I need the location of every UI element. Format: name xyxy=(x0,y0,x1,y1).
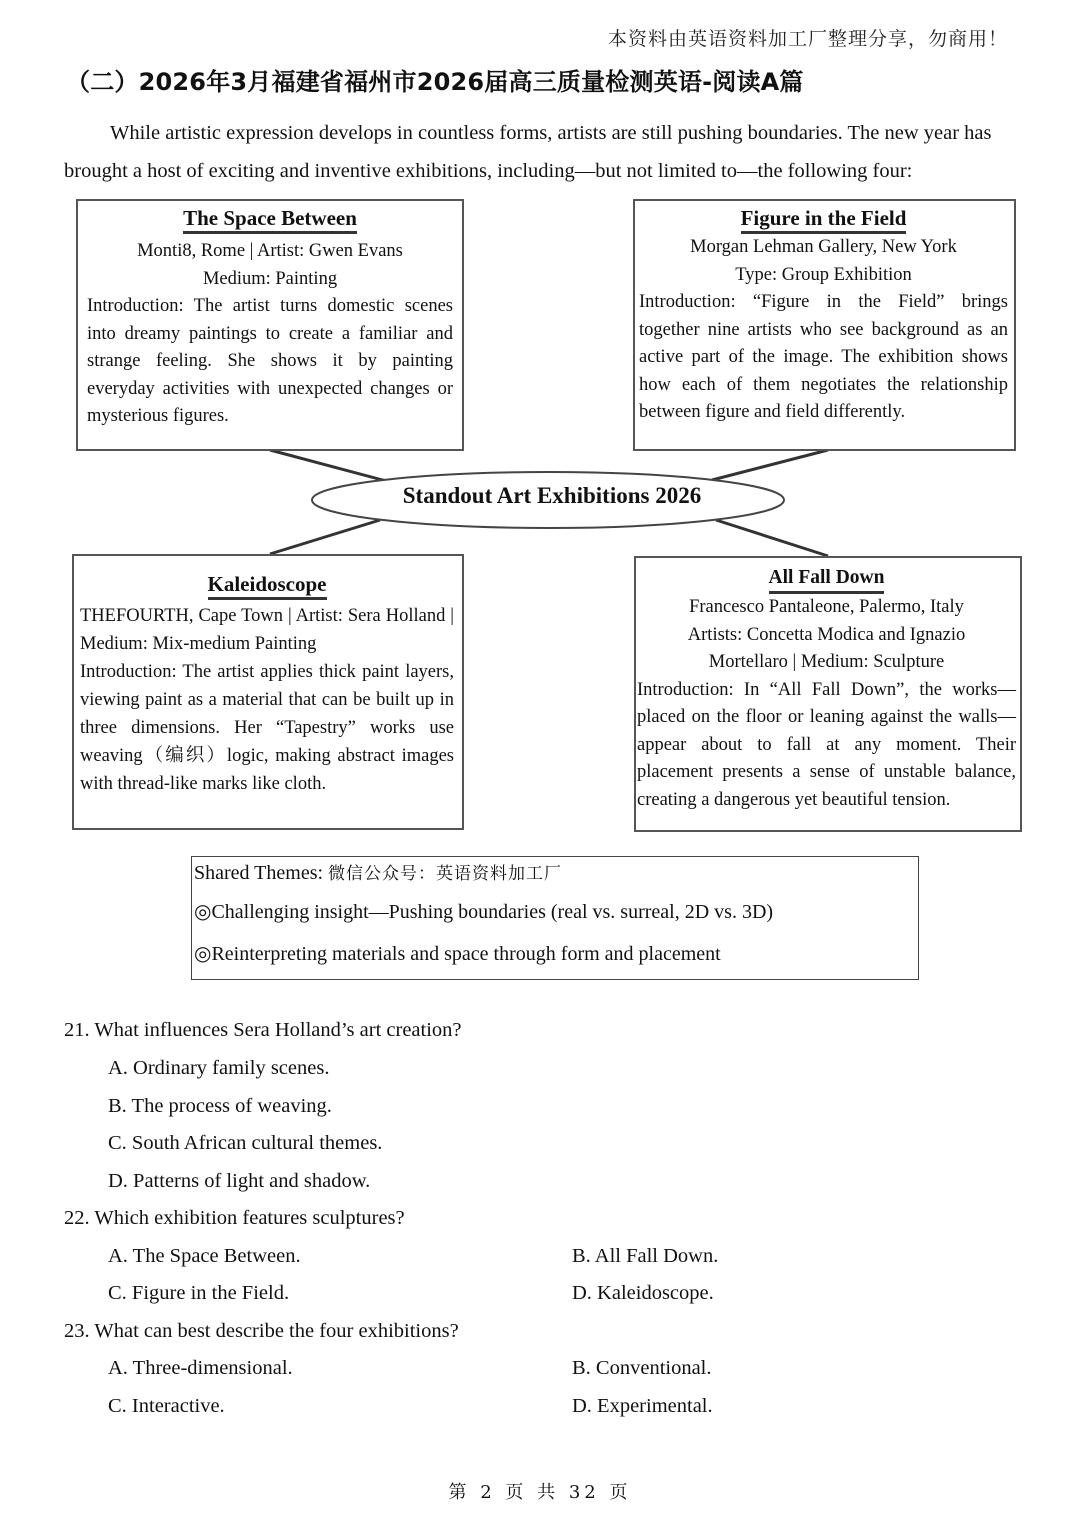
question-option: B. The process of weaving. xyxy=(108,1095,332,1117)
connector-bottom-right xyxy=(716,520,828,556)
question-option: D. Kaleidoscope. xyxy=(572,1282,714,1304)
exhibition-title: Kaleidoscope xyxy=(80,570,454,600)
exhibition-venue: Francesco Pantaleone, Palermo, Italy xyxy=(689,597,964,617)
exhibition-introduction: Introduction: In “All Fall Down”, the works—placed on the floor or leaning against the walls—appear about to fall at any moment. Their placement presents a sense of unstable balance, creating a dangerous yet beautiful tension. xyxy=(637,679,1016,810)
question-option: C. Interactive. xyxy=(108,1395,225,1417)
question-option: D. Experimental. xyxy=(572,1395,713,1417)
exhibition-introduction: Introduction: “Figure in the Field” brings together nine artists who see background as an active part of the image. The exhibition shows how each of them negotiates the relationship between figure and field differently. xyxy=(639,292,1008,422)
connector-top-left xyxy=(270,450,390,482)
shared-themes-box xyxy=(191,856,919,980)
theme-item: ◎Challenging insight—Pushing boundaries (real vs. surreal, 2D vs. 3D) xyxy=(194,901,774,923)
shared-themes-heading xyxy=(194,859,562,885)
exhibition-box-figure-field xyxy=(633,199,1016,451)
question-option: B. Conventional. xyxy=(572,1357,712,1379)
connector-top-right xyxy=(712,450,828,480)
exhibition-venue: THEFOURTH, Cape Town | Artist: Sera Holland | Medium: Mix-medium Painting xyxy=(80,606,454,654)
connector-bottom-left xyxy=(270,520,380,554)
question-option: A. The Space Between. xyxy=(108,1245,301,1267)
header-note: 本资料由英语资料加工厂整理分享，勿商用！ xyxy=(607,28,1008,50)
exhibition-venue: Monti8, Rome | Artist: Gwen Evans xyxy=(137,241,403,261)
exhibition-medium: Medium: Painting xyxy=(202,268,338,289)
question-stem: 21. What influences Sera Holland’s art creation? xyxy=(64,1019,462,1041)
question-option: C. South African cultural themes. xyxy=(108,1132,383,1154)
shared-themes-label: Shared Themes: xyxy=(194,862,324,884)
exhibition-venue: Morgan Lehman Gallery, New York xyxy=(690,237,957,257)
intro-paragraph: While artistic expression develops in countless forms, artists are still pushing boundaries. The new year has brought a host of exciting and inventive exhibitions, including—but not limited to—the following four: xyxy=(64,122,992,182)
exhibition-box-kaleidoscope xyxy=(72,554,464,830)
page-title: （二）2026年3月福建省福州市2026届高三质量检测英语-阅读A篇 xyxy=(66,68,804,96)
exhibition-artists: Artists: Concetta Modica and Ignazio Mortellaro | Medium: Sculpture xyxy=(687,624,966,672)
page-number: 第 2 页 共 32 页 xyxy=(448,1482,632,1503)
question-stem: 23. What can best describe the four exhibitions? xyxy=(64,1320,459,1342)
exhibition-type: Type: Group Exhibition xyxy=(735,264,912,285)
question-option: C. Figure in the Field. xyxy=(108,1282,290,1304)
exhibition-box-all-fall-down xyxy=(634,556,1022,832)
exhibition-title: The Space Between xyxy=(87,205,453,234)
wechat-account-label: 微信公众号：英语资料加工厂 xyxy=(328,864,563,884)
exhibition-introduction: Introduction: The artist applies thick paint layers, viewing paint as a material that can be built up in three dimensions. Her “Tapestry” works use weaving（编织）logic, making abstract images with thread-like marks like cloth. xyxy=(80,662,454,794)
question-option: B. All Fall Down. xyxy=(572,1245,719,1267)
exhibition-title: All Fall Down xyxy=(637,564,1016,594)
exhibition-box-space-between xyxy=(76,199,464,451)
question-option: A. Three-dimensional. xyxy=(108,1357,293,1379)
question-option: D. Patterns of light and shadow. xyxy=(108,1170,371,1192)
diagram-center-label: Standout Art Exhibitions 2026 xyxy=(402,483,702,508)
question-stem: 22. Which exhibition features sculptures? xyxy=(64,1207,405,1229)
theme-item: ◎Reinterpreting materials and space through form and placement xyxy=(194,943,721,965)
exhibition-title: Figure in the Field xyxy=(639,205,1008,234)
question-option: A. Ordinary family scenes. xyxy=(108,1057,330,1079)
exhibition-introduction: Introduction: The artist turns domestic scenes into dreamy paintings to create a familiar and strange feeling. She shows it by painting everyday activities with unexpected changes or mysterious figures. xyxy=(87,296,453,426)
